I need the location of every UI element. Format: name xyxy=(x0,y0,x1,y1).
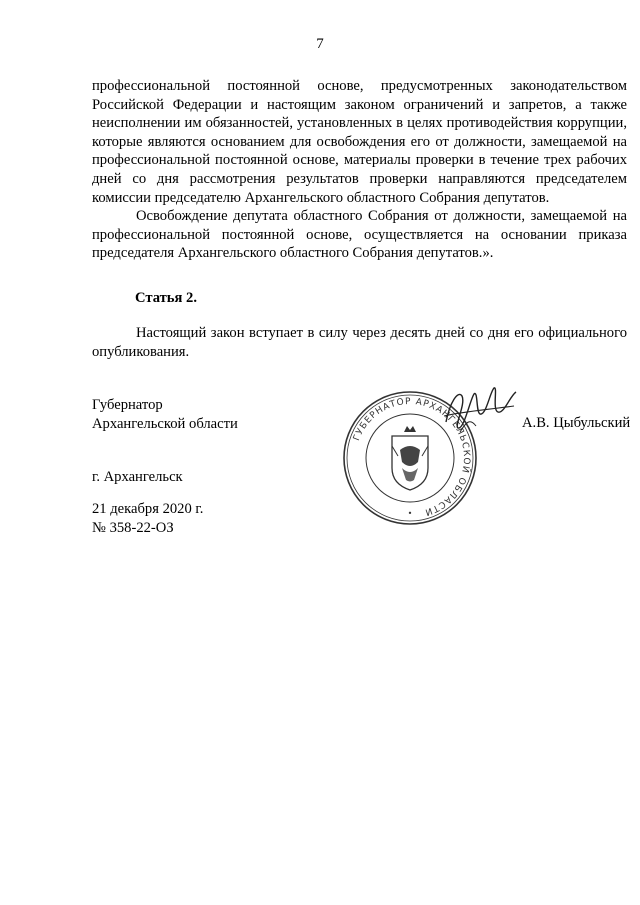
body-text xyxy=(92,77,627,263)
article-text: Настоящий закон вступает в силу через десять дней со дня его официального опубликования. xyxy=(92,325,627,360)
svg-text:ГУБЕРНАТОР АРХАНГЕЛЬСКОЙ ОБЛАС: ГУБЕРНАТОР АРХАНГЕЛЬСКОЙ ОБЛАСТИ xyxy=(352,396,472,517)
law-number: № 358-22-ОЗ xyxy=(92,520,174,536)
svg-text:•: • xyxy=(407,509,413,518)
paragraph-release: Освобождение депутата областного Собрания от должности, замещаемой на профессиональной постоянной основе, осуществляется на основании приказа председателя Архангельского областного Собрания депутатов.». xyxy=(92,208,627,262)
place: г. Архангельск xyxy=(92,469,183,485)
signer-title xyxy=(92,396,238,434)
article-heading: Статья 2. xyxy=(135,290,197,306)
page-number: 7 xyxy=(316,36,324,52)
paragraph-continuation: профессиональной постоянной основе, предусмотренных законодательством Российской Федерации и настоящим законом ограничений и запретов, а также неисполнении им обязанностей, установленных в целях противодействия коррупции, которые являются основанием для освобождения его от должности, замещаемой на профессиональной постоянной основе, материалы проверки в течение трех рабочих дней со дня рассмотрения результатов проверки направляются председателем комиссии председателю Архангельского областного Собрания депутатов. xyxy=(92,78,627,206)
signer-title-line1: Губернатор xyxy=(92,397,163,413)
signer-title-line2: Архангельской области xyxy=(92,416,238,432)
signer-name: А.В. Цыбульский xyxy=(522,415,631,431)
handwritten-signature xyxy=(440,382,520,442)
signing-date: 21 декабря 2020 г. xyxy=(92,501,204,517)
coat-of-arms-icon xyxy=(392,426,428,490)
date-block xyxy=(92,500,203,538)
